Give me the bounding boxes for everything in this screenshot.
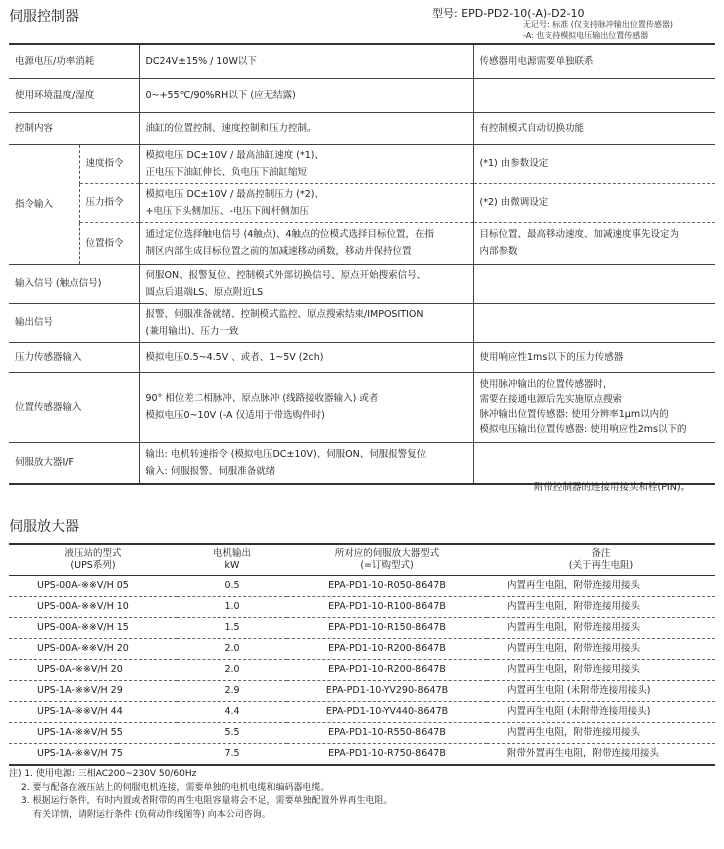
cell-model: UPS-1A-※※V/H 29 — [9, 681, 177, 702]
spec-line: 输出: 电机转速指令 (模拟电压DC±10V)、伺服ON、伺服报警复位 — [145, 448, 427, 460]
footnote-1: 注) 1. 使用电源: 三相AC200~230V 50/60Hz — [9, 769, 197, 779]
cell-amp: EPA-PD1-10-YV440-8647B — [287, 702, 487, 723]
spec-note: 使用脉冲输出的位置传感器时， — [479, 379, 613, 390]
cell-note: 内置再生电阻，附带连接用接头 — [487, 639, 715, 660]
cell-amp: EPA-PD1-10-R200-8647B — [287, 639, 487, 660]
spec-line: 圆点后退端LS、原点附近LS — [145, 286, 264, 298]
cell-note: 内置再生电阻，附带连接用接头 — [487, 618, 715, 639]
sub-label-speed: 速度指令 — [79, 144, 139, 183]
cell-kw: 1.0 — [177, 597, 287, 618]
cell-kw: 0.5 — [177, 576, 287, 597]
cell-note: 内置再生电阻，附带连接用接头 — [487, 597, 715, 618]
spec-row-speed-command — [9, 144, 715, 183]
spec-label-command: 指令输入 — [15, 198, 54, 210]
spec-line: (兼用输出)、压力一致 — [145, 325, 239, 337]
spec-line: 90° 相位差二相脉冲、原点脉冲 (线路接收器输入) 或者 — [145, 393, 379, 404]
footnote-3: 3. 根据运行条件，有时内置或者附带的再生电阻容量将会不足，需要单独配置外界再生电阻。 — [21, 796, 393, 806]
spec-note — [473, 78, 715, 112]
cell-model: UPS-1A-※※V/H 75 — [9, 744, 177, 766]
cell-note: 内置再生电阻 (未附带连接用接头) — [487, 702, 715, 723]
cell-kw: 4.4 — [177, 702, 287, 723]
model-note-analog: -A: 也支持模拟电压输出位置传感器 — [523, 31, 649, 40]
cell-amp: EPA-PD1-10-R050-8647B — [287, 576, 487, 597]
spec-label: 使用环境温度/湿度 — [15, 89, 95, 101]
spec-row-input — [9, 264, 715, 303]
table-row — [9, 660, 715, 681]
cell-note: 附带外置再生电阻，附带连接用接头 — [487, 744, 715, 766]
cell-amp: EPA-PD1-10-YV290-8647B — [287, 681, 487, 702]
col-header-model: 液压站的型式 (UPS系列) — [9, 544, 177, 576]
spec-row-pressure-sensor — [9, 342, 715, 372]
spec-label: 电源电压/功率消耗 — [15, 55, 95, 67]
spec-line: 模拟电压 DC±10V / 最高油缸速度 (*1)、 — [145, 149, 324, 161]
spec-line: 模拟电压0~10V (-A 仅适用于带选购件时) — [145, 410, 325, 421]
section-title-servo-amplifier: 伺服放大器 — [9, 519, 79, 535]
spec-note: 需要在接通电源后先实施原点搜索 — [479, 394, 623, 405]
spec-value: DC24V±15% / 10W以下 — [139, 44, 473, 78]
footnote-4: 有关详情，请附运行条件 (负荷动作线图等) 向本公司咨询。 — [33, 809, 271, 820]
sub-label-pressure: 压力指令 — [79, 183, 139, 222]
col-header-kw: 电机输出 kW — [177, 544, 287, 576]
spec-value: 模拟电压0.5~4.5V 、或者、1~5V (2ch) — [139, 342, 473, 372]
cell-amp: EPA-PD1-10-R200-8647B — [287, 660, 487, 681]
amp-table-header — [9, 544, 715, 576]
cell-kw: 2.0 — [177, 639, 287, 660]
cell-model: UPS-1A-※※V/H 44 — [9, 702, 177, 723]
table-row — [9, 597, 715, 618]
cell-model: UPS-1A-※※V/H 55 — [9, 723, 177, 744]
sub-label-position: 位置指令 — [79, 222, 139, 264]
spec-row-environment — [9, 78, 715, 112]
table-row — [9, 576, 715, 597]
spec-row-position-command — [9, 222, 715, 264]
col-header-note: 备注 (关于再生电阻) — [487, 544, 715, 576]
spec-note: 模拟电压输出位置传感器: 使用响应性2ms以下的 — [479, 424, 687, 435]
spec-row-power — [9, 44, 715, 78]
spec-label: 输出信号 — [15, 317, 54, 328]
cell-model: UPS-00A-※※V/H 15 — [9, 618, 177, 639]
spec-line: 通过定位选择触电信号 (4触点)、4触点的位模式选择目标位置，在指 — [145, 229, 435, 240]
section-title-servo-controller: 伺服控制器 — [9, 9, 79, 25]
spec-label: 位置传感器输入 — [15, 401, 82, 413]
table-row — [9, 681, 715, 702]
spec-value: 0~+55℃/90%RH以下 (应无结露) — [139, 78, 473, 112]
spec-label: 伺服放大器I/F — [15, 457, 74, 469]
spec-line: 输入: 伺服报警、伺服准备就绪 — [145, 465, 276, 477]
footnotes — [9, 768, 392, 822]
spec-label: 控制内容 — [15, 122, 54, 134]
cell-amp: EPA-PD1-10-R100-8647B — [287, 597, 487, 618]
cell-note: 内置再生电阻，附带连接用接头 — [487, 723, 715, 744]
spec-row-pressure-command — [9, 183, 715, 222]
cell-kw: 2.9 — [177, 681, 287, 702]
cell-kw: 1.5 — [177, 618, 287, 639]
table-row — [9, 744, 715, 766]
spec-note: 目标位置、最高移动速度、加减速度事先设定为 — [479, 229, 680, 240]
spec-value: 油缸的位置控制、速度控制和压力控制。 — [139, 112, 473, 144]
cell-kw: 2.0 — [177, 660, 287, 681]
spec-note: (*2) 由微调设定 — [473, 183, 715, 222]
col-header-amp: 所对应的伺服放大器型式 (=订购型式) — [287, 544, 487, 576]
spec-line: 模拟电压 DC±10V / 最高控制压力 (*2)、 — [145, 188, 324, 200]
table-row — [9, 618, 715, 639]
cell-model: UPS-00A-※※V/H 20 — [9, 639, 177, 660]
spec-row-position-sensor — [9, 372, 715, 442]
table-row — [9, 702, 715, 723]
spec-row-control — [9, 112, 715, 144]
cell-kw: 7.5 — [177, 744, 287, 766]
cell-model: UPS-0A-※※V/H 20 — [9, 660, 177, 681]
spec-row-servo-if — [9, 442, 715, 484]
spec-note: 使用响应性1ms以下的压力传感器 — [473, 342, 715, 372]
spec-note: 有控制模式自动切换功能 — [473, 112, 715, 144]
amplifier-table — [9, 543, 715, 766]
cell-amp: EPA-PD1-10-R750-8647B — [287, 744, 487, 766]
cell-model: UPS-00A-※※V/H 05 — [9, 576, 177, 597]
cell-note: 内置再生电阻 (未附带连接用接头) — [487, 681, 715, 702]
cell-note: 内置再生电阻，附带连接用接头 — [487, 576, 715, 597]
spec-line: 正电压下油缸伸长、负电压下油缸缩短 — [145, 166, 308, 178]
spec-line: 制区内部生成目标位置之前的加减速移动函数，移动并保持位置 — [145, 246, 412, 257]
model-label: 型号: EPD-PD2-10(-A)-D2-10 — [432, 7, 585, 20]
spec-line: 伺服ON、报警复位、控制模式外部切换信号、原点开始搜索信号、 — [145, 269, 427, 281]
cell-note: 内置再生电阻，附带连接用接头 — [487, 660, 715, 681]
spec-row-output — [9, 303, 715, 342]
spec-note: (*1) 由参数设定 — [473, 144, 715, 183]
spec-note: 传感器用电源需要单独联系 — [473, 44, 715, 78]
spec-note: 脉冲输出位置传感器: 使用分辨率1μm以内的 — [479, 409, 669, 420]
model-note-standard: 无记号: 标准 (仅支持脉冲输出位置传感器) — [523, 20, 674, 29]
spec-note: 内部参数 — [479, 246, 518, 257]
cell-kw: 5.5 — [177, 723, 287, 744]
footnote-2: 2. 要与配备在液压站上的伺服电机连接，需要单独的电机电缆和编码器电缆。 — [21, 782, 330, 793]
spec-label: 输入信号 (触点信号) — [15, 278, 102, 289]
cell-model: UPS-00A-※※V/H 10 — [9, 597, 177, 618]
table-row — [9, 723, 715, 744]
cell-amp: EPA-PD1-10-R150-8647B — [287, 618, 487, 639]
attached-connector-note: 附带控制器的连接用接头和栓(PIN)。 — [534, 482, 691, 493]
spec-line: +电压下头侧加压、-电压下阀杆侧加压 — [145, 205, 309, 217]
spec-label: 压力传感器输入 — [15, 351, 82, 363]
spec-line: 报警、伺服准备就绪、控制模式监控、原点搜索结束/IMPOSITION — [145, 308, 424, 320]
controller-spec-table — [9, 43, 715, 485]
table-row — [9, 639, 715, 660]
cell-amp: EPA-PD1-10-R550-8647B — [287, 723, 487, 744]
